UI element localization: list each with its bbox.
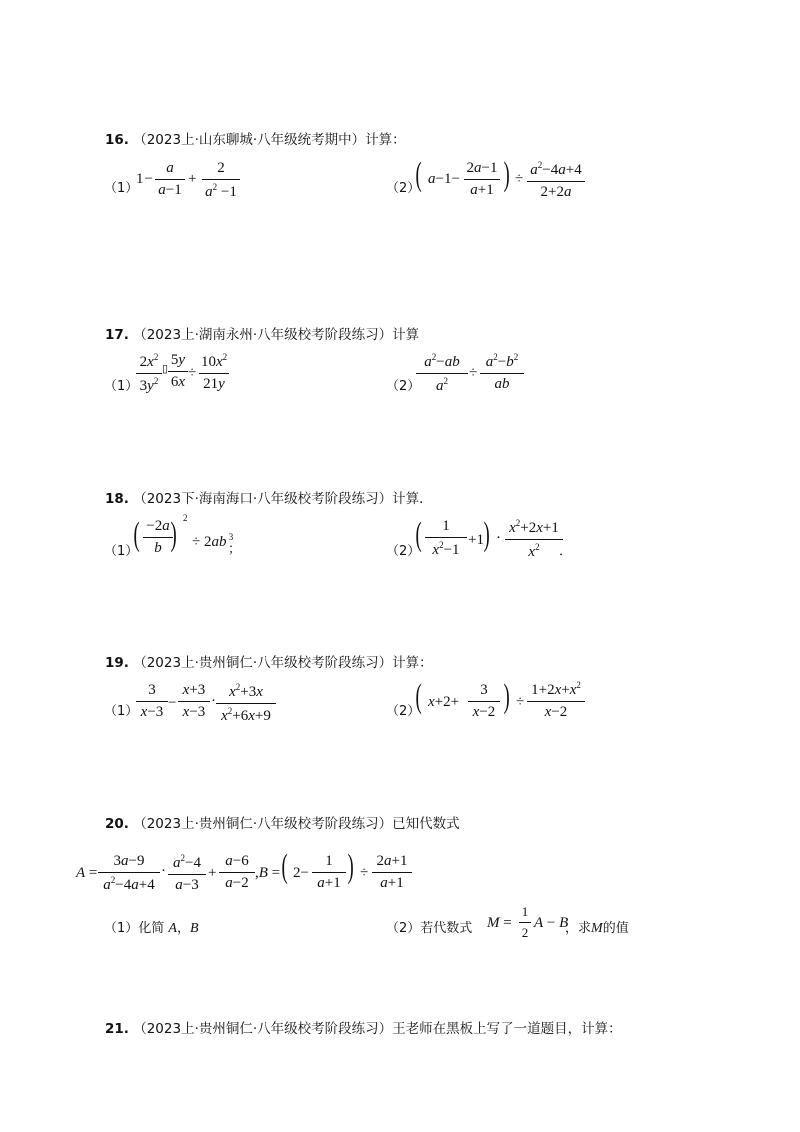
- fraction: $x^2+3x$ $x^2+6x+9$: [216, 682, 276, 725]
- problem-source: （2023下·海南海口·八年级校考阶段练习）计算．: [133, 491, 433, 507]
- fraction: 1 2: [519, 904, 531, 941]
- math-expression: ÷: [516, 694, 525, 710]
- part-label: （2）: [386, 544, 421, 559]
- math-expression: 2: [183, 513, 188, 523]
- problem-source: （2023上·贵州铜仁·八年级校考阶段练习）已知代数式: [133, 816, 460, 832]
- fraction: 2a−1 a+1: [464, 160, 500, 199]
- fraction: 2 $a^2 -1$: [202, 160, 240, 201]
- problem-source: （2023上·山东聊城·八年级统考期中）计算：: [133, 132, 406, 148]
- problem-number: 18.: [105, 491, 129, 507]
- problem-source: （2023上·贵州铜仁·八年级校考阶段练习）王老师在黑板上写了一道题目，计算：: [133, 1021, 622, 1037]
- part-label: （1）化简 A，B: [104, 921, 199, 936]
- math-expression: ÷: [515, 171, 524, 187]
- math-expression: ▯: [162, 363, 169, 375]
- part-label: （1）: [104, 544, 139, 559]
- fraction: −2a b: [143, 518, 173, 557]
- math-expression: ÷: [469, 365, 478, 381]
- math-expression: +1: [468, 532, 484, 548]
- math-expression: A =: [76, 865, 98, 881]
- math-expression: ·: [211, 693, 216, 709]
- problem-source: （2023上·贵州铜仁·八年级校考阶段练习）计算：: [133, 655, 433, 671]
- part-label: （1）: [104, 181, 139, 196]
- period: ．: [559, 544, 573, 559]
- left-paren: (: [415, 678, 422, 715]
- problem-17-header: [105, 323, 419, 343]
- problem-number: 16.: [105, 132, 129, 148]
- part-label: （2）: [386, 181, 421, 196]
- math-expression: 2−: [293, 865, 309, 881]
- left-paren: (: [415, 156, 422, 193]
- problem-20-header: [105, 812, 460, 832]
- math-expression: ÷: [360, 865, 369, 881]
- problem-16-header: [105, 128, 406, 148]
- fraction: 5y 6x: [168, 352, 188, 391]
- problem-number: 20.: [105, 816, 129, 832]
- fraction: 1 a+1: [312, 853, 346, 892]
- math-expression: 1−: [136, 171, 154, 187]
- left-paren: (: [133, 516, 140, 553]
- math-expression: M =: [487, 915, 512, 931]
- math-expression: ·: [496, 530, 501, 546]
- math-expression: a−1−: [428, 171, 460, 187]
- math-expression: A − B: [534, 915, 569, 931]
- problem-number: 17.: [105, 327, 129, 343]
- fraction: 1 $x^2-1$: [425, 518, 467, 559]
- fraction: $1+2x+x^2$ x−2: [527, 680, 585, 721]
- right-paren: ): [503, 156, 510, 193]
- fraction: a a−1: [155, 160, 185, 199]
- math-expression: ,B =: [255, 865, 281, 881]
- part-label: （1）: [104, 704, 139, 719]
- part-label-tail: ，求M的值: [565, 921, 629, 936]
- math-expression: ÷: [188, 365, 197, 381]
- semicolon: ；: [228, 542, 242, 557]
- math-expression: ·: [161, 863, 166, 879]
- fraction: 3a−9 $a^2-4a+4$: [98, 853, 160, 894]
- fraction: x+3 x−3: [178, 682, 210, 721]
- problem-number: 19.: [105, 655, 129, 671]
- right-paren: ): [170, 516, 177, 553]
- fraction: 3 x−3: [136, 682, 168, 721]
- fraction: $a^2-b^2$ ab: [480, 352, 524, 393]
- problem-19-header: [105, 651, 433, 671]
- math-expression: ÷ 2ab $^3$: [192, 532, 234, 550]
- math-expression: +: [188, 171, 197, 187]
- problem-source: （2023上·湖南永州·八年级校考阶段练习）计算: [133, 327, 420, 343]
- fraction: 3 x−2: [468, 682, 500, 721]
- problem-number: 21.: [105, 1021, 129, 1037]
- fraction: $a^2-ab$ $a^2$: [416, 352, 468, 395]
- fraction: a−6 a−2: [219, 853, 255, 892]
- right-paren: ): [503, 678, 510, 715]
- part-label: （2）: [386, 704, 421, 719]
- part-label: （1）: [104, 379, 139, 394]
- part-label: （2）: [386, 379, 421, 394]
- math-expression: x+2+: [428, 694, 460, 710]
- left-paren: (: [415, 516, 422, 553]
- right-paren: ): [483, 516, 490, 553]
- math-expression: +: [208, 865, 217, 881]
- fraction: 2a+1 a+1: [372, 853, 412, 892]
- fraction: $a^2-4a+4$ 2+2a: [527, 160, 585, 201]
- right-paren: ): [347, 848, 354, 885]
- math-expression: −: [168, 695, 177, 711]
- left-paren: (: [281, 848, 288, 885]
- fraction: $10x^2$ 21y: [201, 352, 228, 392]
- fraction: $x^2+2x+1$ $x^2$: [505, 518, 563, 561]
- problem-21-header: [105, 1017, 622, 1037]
- part-label: （2）若代数式: [386, 921, 473, 936]
- problem-18-header: [105, 487, 433, 507]
- fraction: $2x^2$ $3y^2$: [136, 352, 162, 395]
- fraction: $a^2-4$ a−3: [168, 853, 206, 894]
